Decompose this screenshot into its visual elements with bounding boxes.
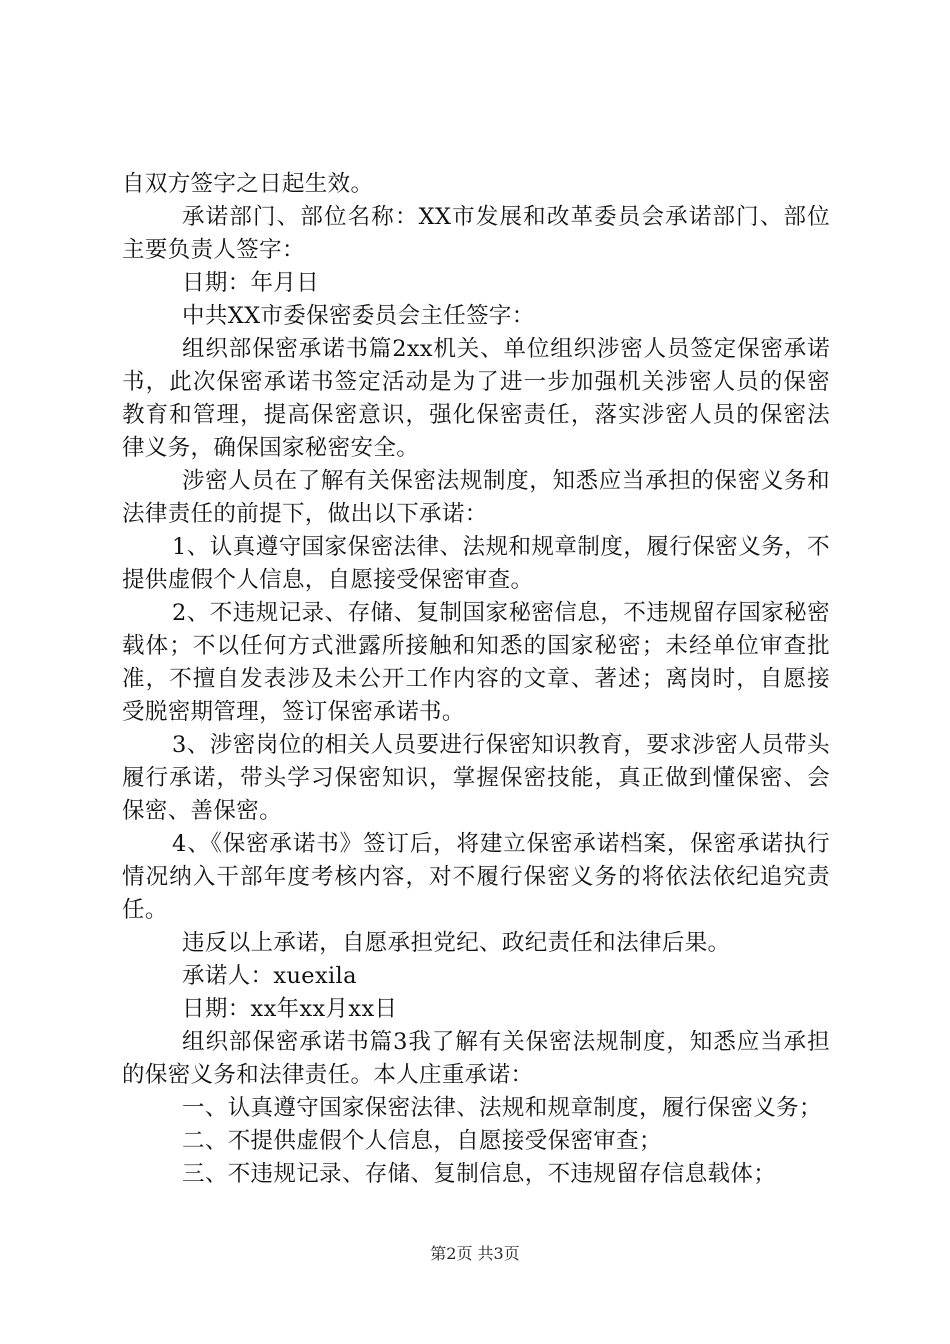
paragraph: 日期：年月日 [182,270,320,296]
paragraph: 3、涉密岗位的相关人员要进行保密知识教育，要求涉密人员带头履行承诺，带头学习保密知识，掌握保密技能，真正做到懂保密、会保密、善保密。 [122,732,830,824]
document-body [122,168,830,1191]
paragraph: 自双方签字之日起生效。 [122,171,374,197]
paragraph: 三、不违规记录、存储、复制信息，不违规留存信息载体； [182,1161,777,1187]
paragraph: 2、不违规记录、存储、复制国家秘密信息，不违规留存国家秘密载体；不以任何方式泄露所接触和知悉的国家秘密；未经单位审查批准，不擅自发表涉及未公开工作内容的文章、著述；离岗时，自愿接受脱密期管理，签订保密承诺书。 [122,600,830,725]
paragraph: 1、认真遵守国家保密法律、法规和规章制度，履行保密义务，不提供虚假个人信息，自愿接受保密审查。 [122,534,830,593]
paragraph: 承诺部门、部位名称：XX市发展和改革委员会承诺部门、部位主要负责人签字： [122,204,830,263]
paragraph: 一、认真遵守国家保密法律、法规和规章制度，履行保密义务； [182,1095,822,1121]
paragraph: 违反以上承诺，自愿承担党纪、政纪责任和法律后果。 [182,930,731,956]
page-number-label: 第2页 共3页 [430,1244,520,1263]
page-footer [0,1243,950,1265]
paragraph: 承诺人：xuexila [182,963,357,989]
paragraph: 日期：xx年xx月xx日 [182,996,398,1022]
paragraph: 组织部保密承诺书篇2xx机关、单位组织涉密人员签定保密承诺书，此次保密承诺书签定活动是为了进一步加强机关涉密人员的保密教育和管理，提高保密意识，强化保密责任，落实涉密人员的保密法律义务，确保国家秘密安全。 [122,336,830,461]
paragraph: 中共XX市委保密委员会主任签字： [182,303,535,329]
paragraph: 组织部保密承诺书篇3我了解有关保密法规制度，知悉应当承担的保密义务和法律责任。本人庄重承诺： [122,1029,830,1088]
paragraph: 二、不提供虚假个人信息，自愿接受保密审查； [182,1128,662,1154]
paragraph: 4、《保密承诺书》签订后，将建立保密承诺档案，保密承诺执行情况纳入干部年度考核内容，对不履行保密义务的将依法依纪追究责任。 [122,831,830,923]
paragraph: 涉密人员在了解有关保密法规制度，知悉应当承担的保密义务和法律责任的前提下，做出以下承诺： [122,468,830,527]
